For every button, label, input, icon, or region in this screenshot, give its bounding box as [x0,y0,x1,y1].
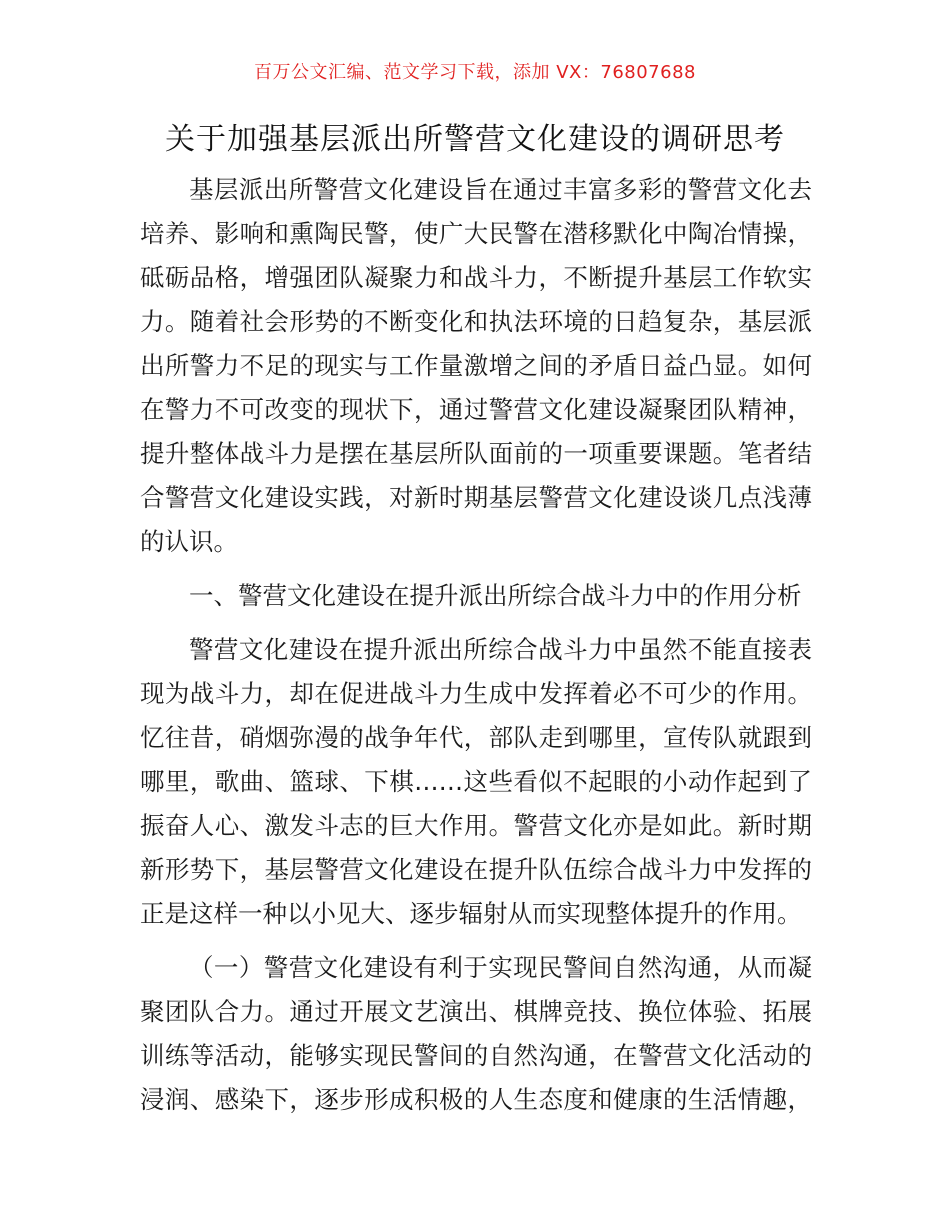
header-watermark-note: 百万公文汇编、范文学习下载，添加 VX：76807688 [254,62,696,83]
text-line: 提升整体战斗力是摆在基层所队面前的一项重要课题。笔者结 [140,439,812,468]
paragraph-spacer [140,936,812,946]
text-line: 培养、影响和熏陶民警，使广大民警在潜移默化中陶冶情操， [140,219,812,248]
text-line: 忆往昔，硝烟弥漫的战争年代，部队走到哪里，宣传队就跟到 [140,723,812,752]
text-line: 力。随着社会形势的不断变化和执法环境的日趋复杂，基层派 [140,307,812,336]
paragraph-subsection-1 [140,946,812,1122]
text-line: 出所警力不足的现实与工作量激增之间的矛盾日益凸显。如何 [140,351,812,380]
text-line: 训练等活动，能够实现民警间的自然沟通，在警营文化活动的 [140,1041,812,1070]
text-line: 正是这样一种以小见大、逐步辐射从而实现整体提升的作用。 [140,899,802,928]
paragraph-intro [140,168,812,564]
text-line: 现为战斗力，却在促进战斗力生成中发挥着必不可少的作用。 [140,679,812,708]
text-line: 振奋人心、激发斗志的巨大作用。警营文化亦是如此。新时期 [140,811,812,840]
section-heading-line: 一、警营文化建设在提升派出所综合战斗力中的作用分析 [189,581,802,610]
text-line: 警营文化建设在提升派出所综合战斗力中虽然不能直接表 [189,635,812,664]
document-body [140,168,812,1122]
paragraph-spacer [140,618,812,628]
text-line: 基层派出所警营文化建设旨在通过丰富多彩的警营文化去 [189,175,812,204]
paragraph-spacer [140,564,812,574]
text-line: 合警营文化建设实践，对新时期基层警营文化建设谈几点浅薄 [140,483,812,512]
text-line: 聚团队合力。通过开展文艺演出、棋牌竞技、换位体验、拓展 [140,997,812,1026]
text-line: 哪里，歌曲、篮球、下棋……这些看似不起眼的小动作起到了 [140,767,812,796]
section-heading-1 [140,574,812,618]
text-line: 的认识。 [140,527,238,556]
paragraph-analysis [140,628,812,936]
text-line: 浸润、感染下，逐步形成积极的人生态度和健康的生活情趣， [140,1085,812,1114]
text-line: 新形势下，基层警营文化建设在提升队伍综合战斗力中发挥的 [140,855,812,884]
document-title: 关于加强基层派出所警营文化建设的调研思考 [165,122,785,157]
text-line: 在警力不可改变的现状下，通过警营文化建设凝聚团队精神， [140,395,812,424]
text-line: （一）警营文化建设有利于实现民警间自然沟通，从而凝 [189,953,812,982]
text-line: 砥砺品格，增强团队凝聚力和战斗力，不断提升基层工作软实 [140,263,812,292]
